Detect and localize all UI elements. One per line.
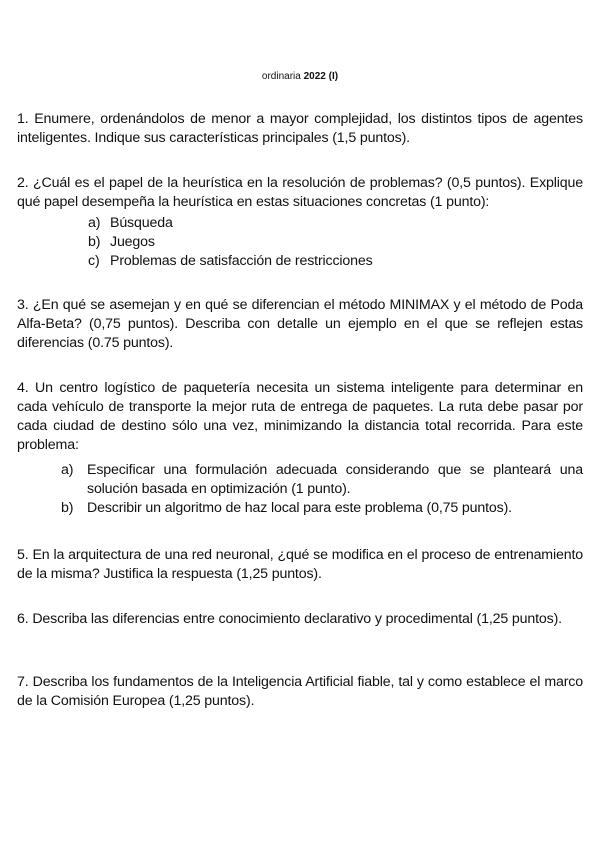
item-text: Especificar una formulación adecuada considerando que se planteará una solución basada en optimización (1 punto). xyxy=(87,462,583,497)
question-4 xyxy=(17,379,583,455)
question-2-item-b xyxy=(88,233,373,252)
question-5-text: 5. En la arquitectura de una red neuronal, ¿qué se modifica en el proceso de entrenamiento de la misma? Justifica la respuesta (1,25 puntos). xyxy=(17,547,583,582)
item-label: b) xyxy=(61,500,74,516)
exam-header xyxy=(0,71,600,83)
question-4-text: 4. Un centro logístico de paquetería necesita un sistema inteligente para determinar en cada vehículo de transporte la mejor ruta de entrega de paquetes. La ruta debe pasar por cada ciudad de destino sólo una vez, minimizando la distancia total recorrida. Para este problema: xyxy=(17,380,583,453)
question-1 xyxy=(17,110,583,148)
question-7 xyxy=(17,673,583,711)
question-7-text: 7. Describa los fundamentos de la Inteligencia Artificial fiable, tal y como establece el marco de la Comisión Europea (1,25 puntos). xyxy=(17,674,583,709)
item-label: a) xyxy=(61,462,74,478)
question-2-item-a xyxy=(88,214,373,233)
question-6-text: 6. Describa las diferencias entre conocimiento declarativo y procedimental (1,25 puntos). xyxy=(17,611,562,627)
question-2-item-c xyxy=(88,252,373,271)
item-text: Problemas de satisfacción de restricciones xyxy=(110,253,373,269)
question-3-text: 3. ¿En qué se asemejan y en qué se diferencian el método MINIMAX y el método de Poda Alfa-Beta? (0,75 puntos). Describa con detalle un ejemplo en el que se reflejen estas diferencias (0.75 puntos). xyxy=(17,297,583,351)
question-1-text: 1. Enumere, ordenándolos de menor a mayor complejidad, los distintos tipos de agentes inteligentes. Indique sus características principales (1,5 puntos). xyxy=(17,111,583,146)
item-text: Describir un algoritmo de haz local para este problema (0,75 puntos). xyxy=(87,500,512,516)
question-2 xyxy=(17,174,583,212)
item-text: Búsqueda xyxy=(110,215,173,231)
question-4-item-a xyxy=(61,461,583,499)
item-label: b) xyxy=(88,234,101,250)
item-text: Juegos xyxy=(110,234,155,250)
header-year-tag: 2022 (I) xyxy=(303,71,339,82)
question-3 xyxy=(17,296,583,353)
question-2-items xyxy=(88,214,373,271)
question-6 xyxy=(17,610,583,629)
item-label: c) xyxy=(88,253,100,269)
question-5 xyxy=(17,546,583,584)
item-label: a) xyxy=(88,215,101,231)
question-2-text: 2. ¿Cuál es el papel de la heurística en la resolución de problemas? (0,5 puntos). Explique qué papel desempeña la heurística en estas situaciones concretas (1 punto): xyxy=(17,175,583,210)
question-4-item-b xyxy=(61,499,583,518)
header-prefix: ordinaria xyxy=(261,71,301,82)
question-4-items xyxy=(61,461,583,518)
